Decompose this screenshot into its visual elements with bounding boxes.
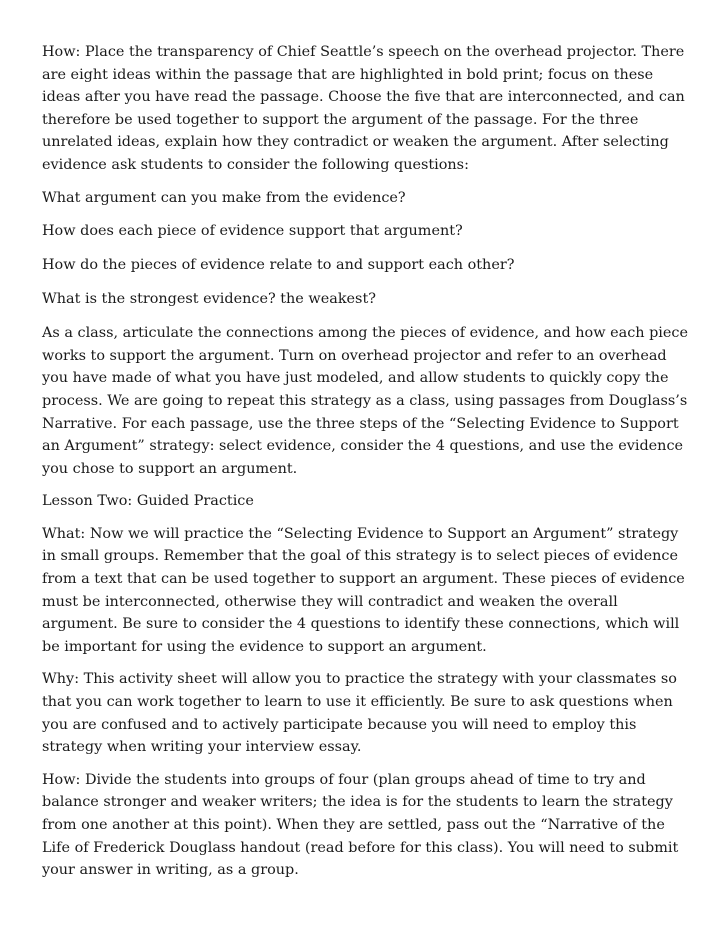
paragraph-what: What: Now we will practice the “Selecting Evidence to Support an Argument” strategy in small groups. Remember that the goal of this strategy is to select pieces of evidence from a text that can be used together to support an argument. These pieces of evidence must be interconnected, otherwise they will contradict and weaken the overall argument. Be sure to consider the 4 questions to identify these connections, which will be important for using the evidence to support an argument. — [42, 525, 685, 655]
paragraph-how-groups: How: Divide the students into groups of four (plan groups ahead of time to try and balance stronger and weaker writers; the idea is for the students to learn the strategy from one another at this point). When they are settled, pass out the “Narrative of the Life of Frederick Douglass handout (read before for this class). You will need to submit your answer in writing, as a group. — [42, 771, 679, 879]
paragraph-class-connections: As a class, articulate the connections among the pieces of evidence, and how each piece works to support the argument. Turn on overhead projector and refer to an overhead you have made of what you have just modeled, and allow students to quickly copy the process. We are going to repeat this strategy as a class, using passages from Douglass’s Narrative. For each passage, use the three steps of the “Selecting Evidence to Support an Argument” strategy: select evidence, consider the 4 questions, and use the evidence you chose to support an argument. — [42, 325, 688, 477]
lesson-two-heading: Lesson Two: Guided Practice — [42, 493, 254, 510]
question-argument: What argument can you make from the evidence? — [42, 189, 406, 206]
question-relation: How do the pieces of evidence relate to and support each other? — [42, 257, 515, 274]
question-strongest: What is the strongest evidence? the weakest? — [42, 291, 376, 308]
question-support: How does each piece of evidence support that argument? — [42, 223, 463, 240]
paragraph-how-overhead: How: Place the transparency of Chief Seattle’s speech on the overhead projector. There are eight ideas within the passage that are highlighted in bold print; focus on these ideas after you have read the passage. Choose the five that are interconnected, and can therefore be used together to support the argument of the passage. For the three unrelated ideas, explain how they contradict or weaken the argument. After selecting evidence ask students to consider the following questions: — [42, 44, 685, 173]
paragraph-why: Why: This activity sheet will allow you to practice the strategy with your classmates so that you can work together to learn to use it efficiently. Be sure to ask questions when you are confused and to actively participate because you will need to employ this strategy when writing your interview essay. — [42, 671, 677, 756]
